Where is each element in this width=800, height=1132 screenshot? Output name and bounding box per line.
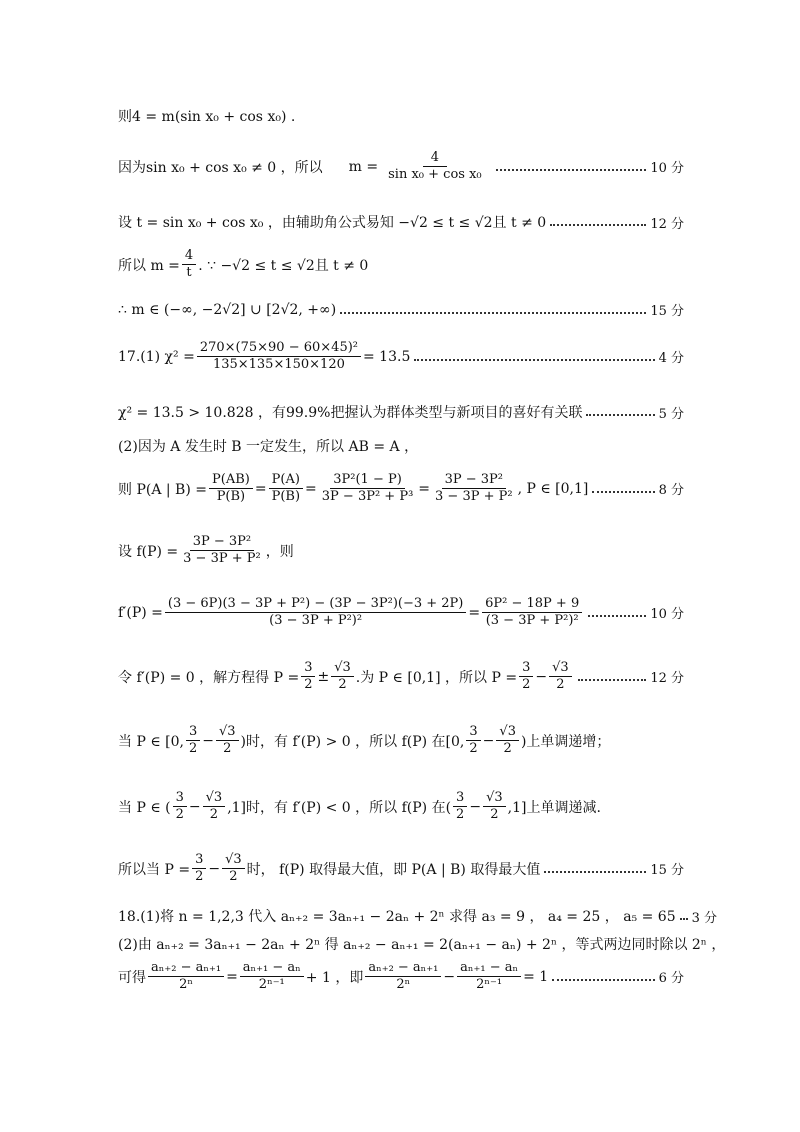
denominator: 3P − 3P² + P³	[321, 489, 414, 505]
line-text: χ² = 13.5 > 10.828 ，有99.9%把握认为群体类型与新项目的喜好有关联	[118, 405, 583, 421]
numerator: aₙ₊₂ − aₙ₊₁	[148, 960, 224, 977]
fraction	[148, 960, 224, 994]
line-text: 当 P ∈ (	[118, 799, 171, 816]
fraction	[203, 790, 226, 824]
line-text: 则 P(A | B) =	[118, 481, 207, 498]
fraction	[457, 960, 521, 994]
fraction	[222, 852, 245, 886]
numerator: 3	[186, 724, 200, 741]
score-mark: 10 分	[650, 607, 684, 623]
line-text: 所以当 P =	[118, 861, 191, 878]
line-text: 当 P ∈ [0,	[118, 733, 184, 750]
denominator: 2	[490, 807, 499, 823]
score-mark: 12 分	[650, 671, 684, 687]
numerator: 3	[173, 790, 187, 807]
numerator: 3P − 3P²	[442, 472, 506, 489]
fraction	[186, 724, 200, 758]
numerator: 3	[192, 852, 206, 869]
numerator: √3	[216, 724, 239, 741]
solution-line-15	[118, 852, 684, 886]
line-text: 令 f′(P) = 0 ，解方程得 P =	[118, 669, 300, 686]
math-text: −	[482, 732, 495, 749]
fraction	[365, 960, 441, 994]
solution-line-10	[118, 534, 684, 568]
line-text: )时，有 f′(P) > 0 ，所以 f(P) 在[0,	[240, 733, 465, 750]
dot-leader	[414, 359, 654, 361]
line-text: 可得	[118, 969, 146, 986]
fraction	[209, 472, 253, 506]
denominator: P(B)	[216, 489, 246, 505]
numerator: √3	[483, 790, 506, 807]
dot-leader	[588, 615, 646, 617]
dot-leader	[544, 871, 646, 873]
fraction	[173, 790, 187, 824]
score-mark: 15 分	[650, 863, 684, 879]
score-mark: 12 分	[650, 216, 684, 232]
line-text: 则4 = m(sin x₀ + cos x₀) .	[118, 109, 296, 125]
solution-line-18	[118, 960, 684, 994]
solution-line-11	[118, 596, 684, 630]
numerator: √3	[331, 660, 354, 677]
numerator: 3	[466, 724, 480, 741]
denominator: 2	[522, 677, 531, 693]
numerator: aₙ₊₁ − aₙ	[240, 960, 304, 977]
fraction	[482, 596, 582, 630]
score-mark: 6 分	[658, 971, 684, 987]
solution-line-9	[118, 472, 684, 506]
fraction	[269, 472, 303, 506]
solution-line-13	[118, 724, 684, 758]
fraction	[319, 472, 417, 506]
equals-sign: =	[254, 480, 267, 497]
numerator: 270×(75×90 − 60×45)²	[197, 340, 361, 357]
dot-leader	[340, 312, 646, 314]
numerator: √3	[203, 790, 226, 807]
denominator: P(B)	[271, 489, 301, 505]
dot-leader	[496, 169, 647, 171]
fraction	[549, 660, 572, 694]
line-text: (2)由 aₙ₊₂ = 3aₙ₊₁ − 2aₙ + 2ⁿ 得 aₙ₊₂ − aₙ₊₁ = 2(aₙ₊₁ − aₙ) + 2ⁿ ，等式两边同时除以 2ⁿ ，	[118, 937, 726, 953]
denominator: sin x₀ + cos x₀	[388, 167, 482, 183]
fraction	[496, 724, 519, 758]
math-text: = 1	[523, 968, 549, 985]
fraction	[182, 248, 196, 282]
fraction	[216, 724, 239, 758]
denominator: 2	[503, 741, 512, 757]
dot-leader	[550, 224, 646, 226]
denominator: 2	[304, 677, 313, 693]
score-mark: 15 分	[650, 304, 684, 319]
dot-leader	[592, 491, 654, 493]
numerator: 3	[453, 790, 467, 807]
line-text: . ∵ −√2 ≤ t ≤ √2且 t ≠ 0	[198, 257, 369, 274]
solution-line-7	[118, 402, 684, 422]
math-text: =	[226, 968, 238, 985]
solution-line-2	[118, 150, 684, 184]
fraction	[180, 534, 264, 568]
denominator: 2ⁿ⁻¹	[476, 977, 503, 993]
equals-sign: =	[305, 480, 317, 497]
fraction	[197, 340, 361, 374]
denominator: 3 − 3P + P²	[183, 551, 261, 567]
denominator: 2	[195, 869, 204, 885]
denominator: 2	[175, 807, 184, 823]
line-text: ，则	[265, 543, 294, 560]
line-text: f′(P) =	[118, 604, 163, 621]
fraction	[301, 660, 315, 694]
solution-line-17	[118, 934, 726, 954]
line-text: ,1]上单调递减.	[507, 799, 601, 816]
numerator: (3 − 6P)(3 − 3P + P²) − (3P − 3P²)(−3 + 2P)	[165, 596, 466, 613]
line-text: + 1 ，即	[305, 969, 364, 986]
fraction	[165, 596, 466, 630]
denominator: 2ⁿ	[179, 977, 193, 993]
fraction	[240, 960, 304, 994]
equals-sign: =	[418, 480, 431, 497]
solution-line-5	[118, 300, 684, 319]
denominator: 2	[338, 677, 347, 693]
numerator: 3	[519, 660, 533, 677]
numerator: 3P²(1 − P)	[330, 472, 405, 489]
numerator: 6P² − 18P + 9	[482, 596, 582, 613]
solution-line-6	[118, 340, 684, 374]
numerator: aₙ₊₂ − aₙ₊₁	[365, 960, 441, 977]
math-text: ±	[317, 668, 330, 685]
dot-leader	[586, 414, 654, 416]
fraction	[466, 724, 480, 758]
denominator: 2	[556, 677, 565, 693]
line-text: 18.(1)将 n = 1,2,3 代入 aₙ₊₂ = 3aₙ₊₁ − 2aₙ + 2ⁿ 求得 a₃ = 9 ， a₄ = 25 ， a₅ = 65	[118, 909, 676, 925]
line-text: 时， f(P) 取得最大值，即 P(A | B) 取得最大值	[246, 861, 541, 878]
line-text: 因为sin x₀ + cos x₀ ≠ 0 ，所以	[118, 159, 323, 176]
solution-line-12	[118, 660, 684, 694]
score-mark: 4 分	[658, 351, 684, 367]
math-text: m =	[348, 158, 379, 175]
score-mark: 5 分	[658, 406, 684, 422]
score-mark: 10 分	[650, 161, 684, 177]
line-text: .为 P ∈ [0,1] ，所以 P =	[355, 669, 518, 686]
fraction	[483, 790, 506, 824]
fraction	[432, 472, 516, 506]
score-mark: 8 分	[658, 483, 684, 499]
denominator: (3 − 3P + P²)²	[269, 613, 363, 629]
math-text: −	[188, 798, 201, 815]
line-text: 设 t = sin x₀ + cos x₀ ，由辅助角公式易知 −√2 ≤ t ≤ √2且 t ≠ 0	[118, 215, 547, 231]
math-text: = 13.5	[363, 348, 411, 365]
numerator: √3	[496, 724, 519, 741]
fraction	[380, 150, 490, 184]
numerator: 4	[182, 248, 196, 265]
dot-leader	[680, 918, 688, 920]
line-text: 17.(1) χ² =	[118, 348, 195, 365]
solution-line-8	[118, 436, 684, 456]
dot-leader	[578, 679, 647, 681]
numerator: √3	[549, 660, 572, 677]
denominator: 2	[209, 807, 219, 823]
solution-line-1	[118, 106, 684, 126]
numerator: √3	[222, 852, 245, 869]
math-text: −	[443, 968, 456, 985]
denominator: 2	[229, 869, 238, 885]
fraction	[331, 660, 354, 694]
line-text: 设 f(P) =	[118, 543, 179, 560]
line-text: (2)因为 A 发生时 B 一定发生，所以 AB = A ，	[118, 439, 419, 455]
numerator: P(A)	[269, 472, 303, 489]
score-mark: 3 分	[691, 910, 718, 926]
denominator: t	[186, 265, 192, 281]
denominator: 2	[469, 741, 478, 757]
denominator: 2	[456, 807, 465, 823]
fraction	[192, 852, 206, 886]
equals-sign: =	[468, 604, 481, 621]
line-text: ∴ m ∈ (−∞, −2√2] ∪ [2√2, +∞)	[118, 301, 337, 318]
math-text: −	[535, 668, 548, 685]
solution-line-16	[118, 906, 718, 926]
fraction	[519, 660, 533, 694]
denominator: 2	[223, 741, 232, 757]
denominator: 135×135×150×120	[212, 357, 345, 373]
numerator: 3	[301, 660, 315, 677]
numerator: 4	[423, 150, 447, 167]
numerator: aₙ₊₁ − aₙ	[457, 960, 521, 977]
solution-line-3	[118, 212, 684, 232]
denominator: (3 − 3P + P²)²	[485, 613, 579, 629]
denominator: 2ⁿ	[396, 977, 411, 993]
line-text: )上单调递增；	[520, 733, 611, 750]
fraction	[453, 790, 467, 824]
math-text: , P ∈ [0,1]	[517, 480, 589, 497]
math-text: −	[208, 860, 221, 877]
numerator: 3P − 3P²	[190, 534, 254, 551]
line-text: 所以 m =	[118, 257, 180, 274]
line-text: ,1]时，有 f′(P) < 0 ，所以 f(P) 在(	[227, 799, 452, 816]
dot-leader	[552, 979, 654, 981]
numerator: P(AB)	[209, 472, 253, 489]
solution-line-14	[118, 790, 684, 824]
math-text: −	[202, 732, 214, 749]
denominator: 2ⁿ⁻¹	[258, 977, 285, 993]
denominator: 2	[188, 741, 198, 757]
denominator: 3 − 3P + P²	[435, 489, 513, 505]
solution-line-4	[118, 248, 684, 282]
math-text: −	[469, 798, 482, 815]
